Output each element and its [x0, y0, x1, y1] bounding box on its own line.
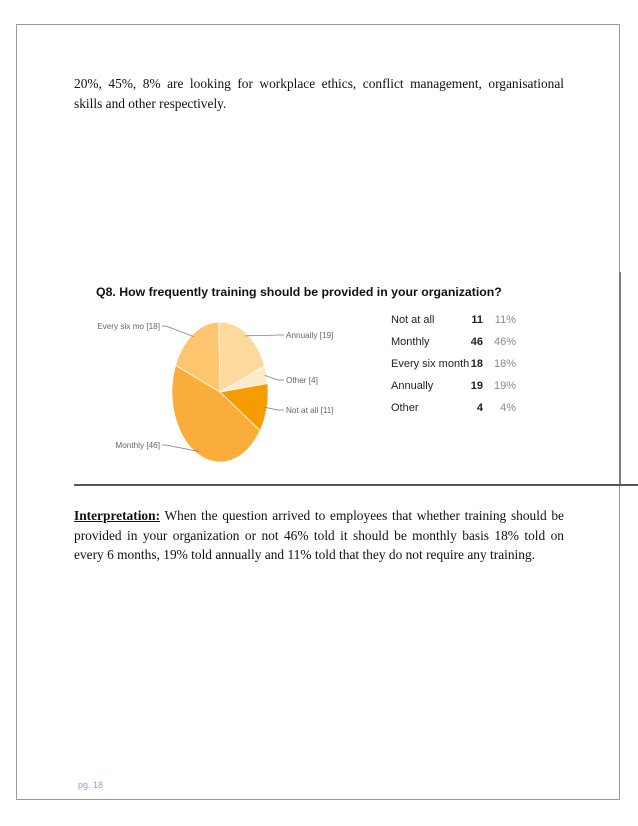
intro-paragraph: 20%, 45%, 8% are looking for workplace ethics, conflict management, organisational skills and other respectively.: [74, 76, 564, 111]
section-divider: [74, 484, 638, 486]
pie-chart: [90, 278, 530, 463]
page-edge-mark: [619, 272, 621, 486]
page-number: pg. 18: [78, 780, 104, 790]
table-percent: 18%: [493, 358, 516, 370]
callout-label: Other [4]: [286, 376, 318, 385]
callout-line: [162, 326, 194, 337]
interpretation-paragraph: [74, 506, 564, 565]
callout-label: Annually [19]: [286, 331, 334, 340]
chart-title: Q8. How frequently training should be provided in your organization?: [96, 285, 502, 299]
table-label: Every six month: [391, 358, 470, 370]
table-count: 4: [476, 402, 483, 414]
table-count: 46: [470, 336, 483, 348]
table-percent: 4%: [500, 402, 516, 414]
table-percent: 46%: [493, 336, 516, 348]
callout-label: Every six mo [18]: [97, 322, 160, 331]
callout-line: [245, 335, 284, 336]
interpretation-label: Interpretation:: [74, 508, 161, 523]
table-label: Not at all: [391, 314, 435, 326]
table-percent: 11%: [494, 314, 516, 326]
callout-label: Monthly [46]: [115, 441, 160, 450]
table-count: 19: [470, 380, 483, 392]
table-percent: 19%: [493, 380, 516, 392]
table-label: Monthly: [391, 336, 430, 348]
callout-line: [265, 407, 284, 410]
table-count: 11: [471, 314, 483, 326]
table-label: Other: [391, 402, 419, 414]
interpretation-text: When the question arrived to employees that whether training should be provided in your organization or not 46% told it should be monthly basis 18% told on every 6 months, 19% told annually and 11% told that they do not require any training.: [74, 508, 564, 562]
pie-slices: [172, 322, 268, 462]
table-count: 18: [470, 358, 483, 370]
legend-table: [391, 314, 516, 414]
table-label: Annually: [391, 380, 434, 392]
callout-label: Not at all [11]: [286, 406, 334, 415]
